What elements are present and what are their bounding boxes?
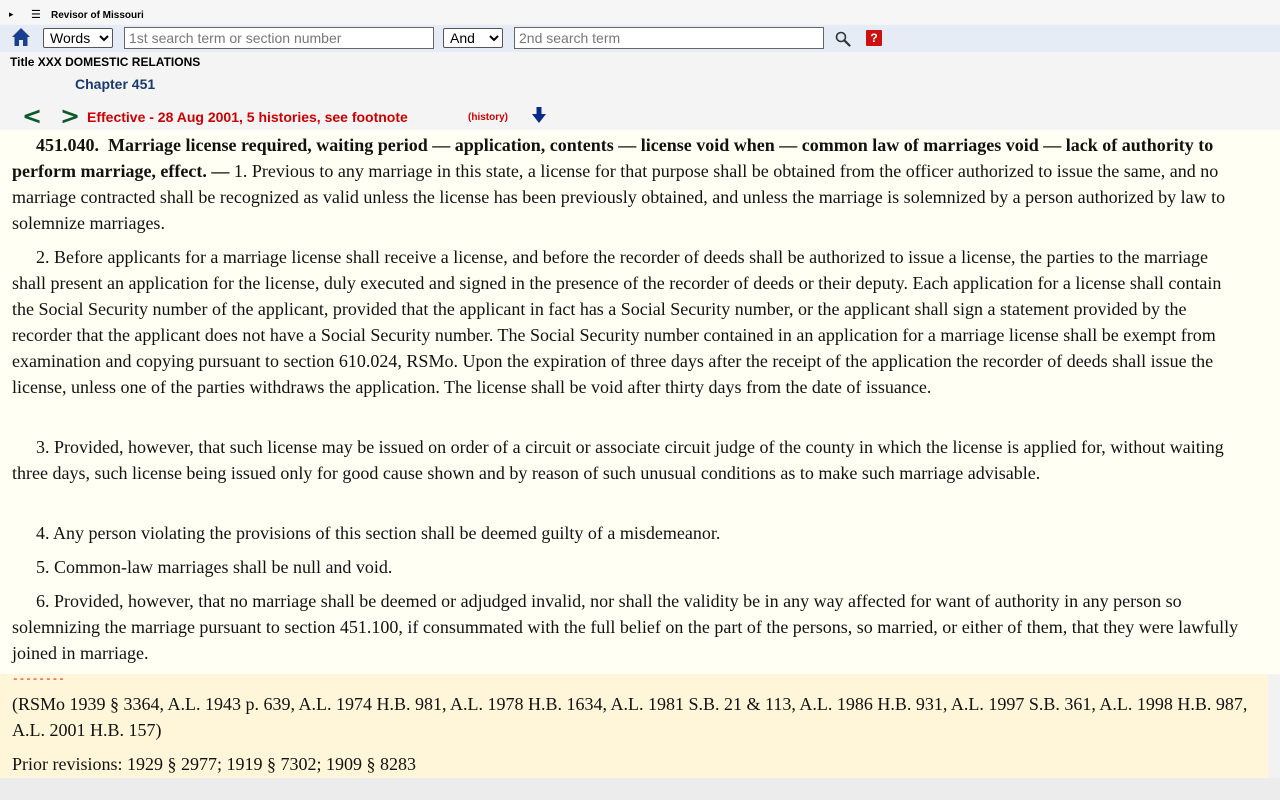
search-mode-select[interactable]	[43, 28, 113, 48]
previous-section-button[interactable]: <	[22, 102, 43, 130]
section-text: 1. Previous to any marriage in this state, a license for that purpose shall be obtained from the officer authorized to issue the same, and no marriage contracted shall be recognized as valid unless the license has been previously obtained, and unless the marriage is solemnized by a person authorized by law to solemnize marriages.	[12, 161, 1226, 233]
effective-date-link[interactable]: Effective - 28 Aug 2001, 5 histories, see footnote	[87, 109, 408, 125]
history-citation: (RSMo 1939 § 3364, A.L. 1943 p. 639, A.L. 1974 H.B. 981, A.L. 1978 H.B. 1634, A.L. 1981 S.B. 21 & 113, A.L. 1986 H.B. 931, A.L. 1997 S.B. 361, A.L. 1998 H.B. 987, A.L. 2001 H.B. 157)	[12, 694, 1248, 740]
second-search-term-input[interactable]	[514, 27, 824, 49]
title-breadcrumb[interactable]: Title XXX DOMESTIC RELATIONS	[10, 55, 201, 69]
section-text: 5. Common-law marriages shall be null and void.	[36, 557, 393, 577]
help-icon[interactable]: ?	[866, 30, 882, 46]
search-icon[interactable]	[835, 31, 851, 47]
home-icon[interactable]	[11, 27, 31, 47]
search-operator-select[interactable]	[443, 28, 503, 48]
section-paragraph-6	[0, 588, 1256, 666]
section-paragraph-4	[0, 520, 1256, 546]
section-number: 451.040.	[36, 135, 99, 155]
section-nav	[0, 102, 1280, 128]
menu-icon[interactable]: ☰	[31, 9, 41, 21]
site-name[interactable]: Revisor of Missouri	[51, 10, 144, 21]
prior-revisions: Prior revisions: 1929 § 2977; 1919 § 7302; 1909 § 8283	[12, 754, 416, 774]
top-bar	[0, 0, 1280, 24]
first-search-term-input[interactable]	[124, 27, 434, 49]
section-paragraph-1	[0, 132, 1256, 236]
chapter-breadcrumb[interactable]: Chapter 451	[75, 76, 156, 92]
page-footer-strip	[0, 778, 1280, 800]
search-bar	[0, 25, 1280, 52]
footnote	[0, 674, 1268, 778]
section-content	[0, 130, 1280, 674]
history-link[interactable]: (history)	[468, 112, 508, 123]
section-text: 2. Before applicants for a marriage license shall receive a license, and before the recorder of deeds shall be authorized to issue a license, the parties to the marriage shall present an application for the license, duly executed and signed in the presence of the recorder of deeds or their deputy. Each application for a license shall contain the Social Security number of the applicant, provided that the applicant in fact has a Social Security number, or the applicant shall sign a statement provided by the recorder that the applicant does not have a Social Security number. The Social Security number contained in an application for a marriage license shall be exempt from examination and copying pursuant to section 610.024, RSMo. Upon the expiration of three days after the receipt of the application the recorder of deeds shall issue the license, unless one of the parties withdraws the application. The license shall be void after thirty days from the date of issuance.	[12, 247, 1222, 397]
section-paragraph-5	[0, 554, 1256, 580]
section-text: 6. Provided, however, that no marriage shall be deemed or adjudged invalid, nor shall the validity be in any way affected for want of authority in any person so solemnizing the marriage pursuant to section 451.100, if consummated with the full belief on the part of the persons, so married, or either of them, that they were lawfully joined in marriage.	[12, 591, 1239, 663]
section-heading: Marriage license required, waiting period — application, contents — license void when — common law of marriages void — lack of authority to perform marriage, effect. —	[12, 135, 1214, 181]
footnote-divider: --------	[12, 674, 65, 686]
section-text: 4. Any person violating the provisions of this section shall be deemed guilty of a misdemeanor.	[36, 523, 721, 543]
arrow-down-icon[interactable]	[531, 106, 547, 124]
section-paragraph-3	[0, 434, 1256, 486]
page-margin	[1268, 674, 1280, 778]
next-section-button[interactable]: >	[60, 102, 81, 130]
expand-toggle-icon[interactable]: ▸	[9, 9, 14, 19]
section-text: 3. Provided, however, that such license may be issued on order of a circuit or associate circuit judge of the county in which the license is applied for, without waiting three days, such license being issued only for good cause shown and by reason of such unusual conditions as to make such marriage advisable.	[12, 437, 1224, 483]
section-paragraph-2	[0, 244, 1256, 400]
